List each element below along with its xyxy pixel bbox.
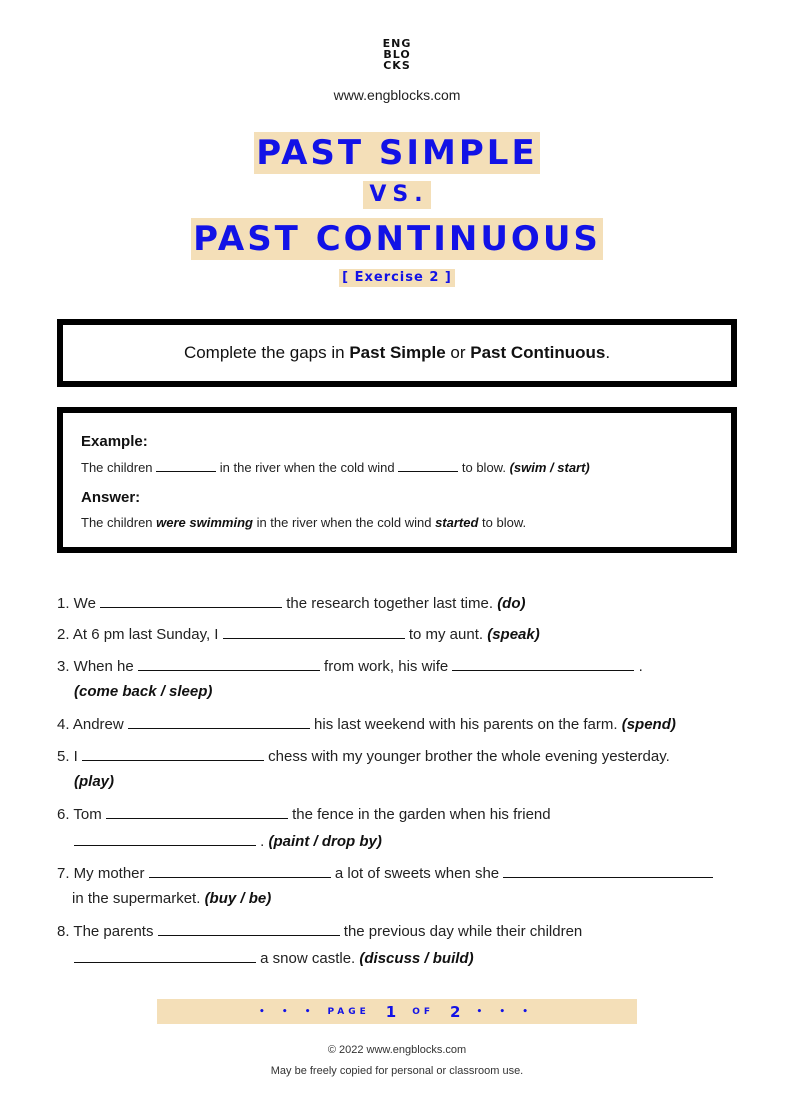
example-label: Example: — [81, 433, 148, 450]
instruction-text — [184, 343, 610, 363]
pager-of-word: OF — [412, 1006, 435, 1017]
question-7 — [57, 863, 713, 882]
q3-part-a: 3. When he — [57, 658, 138, 675]
q5-hint: (play) — [74, 773, 115, 790]
q8-part-c: a snow castle. — [256, 950, 360, 967]
q7-part-c: in the supermarket. — [72, 890, 205, 907]
title-past-simple: PAST SIMPLE — [256, 133, 538, 173]
instruction-pre: Complete the gaps in — [183, 343, 350, 362]
logo-line-3: CKS — [383, 59, 411, 72]
q2-gap-1[interactable] — [223, 624, 405, 639]
question-6-line-2 — [74, 831, 382, 850]
example-part-3: to blow. — [458, 460, 510, 475]
pager-total-pages: 2 — [450, 1002, 461, 1021]
question-5-hint-line — [74, 773, 114, 790]
q4-part-b: his last weekend with his parents on the farm. — [309, 716, 622, 733]
example-gap-1 — [156, 459, 216, 472]
q1-part-a: 1. We — [57, 595, 101, 612]
q3-part-b: from work, his wife — [319, 658, 453, 675]
q6-hint: (paint / drop by) — [268, 833, 382, 850]
q5-part-a: 5. I — [57, 748, 83, 765]
example-sentence — [81, 459, 590, 475]
question-4 — [57, 714, 676, 733]
license-note: May be freely copied for personal or classroom use. — [270, 1065, 524, 1077]
q7-part-b: a lot of sweets when she — [330, 865, 504, 882]
q8-part-a: 8. The parents — [57, 923, 158, 940]
question-5 — [57, 746, 670, 765]
instruction-mid: or — [445, 343, 471, 362]
instruction-post: . — [605, 343, 611, 362]
example-hint: (swim / start) — [509, 460, 590, 475]
q5-gap-1[interactable] — [82, 746, 264, 761]
question-3-hint-line — [74, 683, 212, 700]
q2-hint: (speak) — [487, 626, 540, 643]
example-box — [57, 407, 737, 553]
engblocks-logo — [0, 38, 794, 71]
q8-part-b: the previous day while their children — [339, 923, 583, 940]
title-line-2-wrap — [0, 181, 794, 209]
exercise-label-wrap — [0, 268, 794, 287]
q2-part-b: to my aunt. — [404, 626, 488, 643]
q3-hint: (come back / sleep) — [74, 683, 213, 700]
q4-part-a: 4. Andrew — [57, 716, 128, 733]
question-6 — [57, 804, 551, 823]
q6-gap-1[interactable] — [106, 804, 288, 819]
q8-gap-1[interactable] — [158, 921, 340, 936]
title-line-1-wrap — [0, 132, 794, 174]
q1-part-b: the research together last time. — [282, 595, 498, 612]
question-2 — [57, 624, 540, 643]
q6-part-c: . — [256, 833, 269, 850]
pager-page-word: PAGE — [327, 1006, 370, 1017]
pager-current-page: 1 — [385, 1002, 397, 1021]
example-part-2: in the river when the cold wind — [216, 460, 399, 475]
pager-dots-right: • • • — [476, 1006, 536, 1017]
copyright: © 2022 www.engblocks.com — [327, 1044, 467, 1056]
q7-gap-1[interactable] — [149, 863, 331, 878]
question-8 — [57, 921, 582, 940]
question-3 — [57, 656, 643, 675]
answer-were-swimming: were swimming — [156, 515, 253, 530]
question-1 — [57, 593, 526, 612]
logo-line-1: ENG — [382, 37, 412, 50]
q6-gap-2[interactable] — [74, 831, 256, 846]
answer-part-1: The children — [81, 515, 157, 530]
title-line-3-wrap — [0, 218, 794, 260]
answer-sentence — [81, 515, 526, 530]
q8-gap-2[interactable] — [74, 948, 256, 963]
instruction-box — [57, 319, 737, 387]
q6-part-a: 6. Tom — [57, 806, 106, 823]
exercise-label: [ Exercise 2 ] — [339, 269, 455, 287]
site-url[interactable]: www.engblocks.com — [333, 87, 461, 103]
q6-part-b: the fence in the garden when his friend — [287, 806, 551, 823]
q5-part-b: chess with my younger brother the whole evening yesterday. — [264, 748, 670, 765]
logo-line-2: BLO — [383, 48, 411, 61]
example-part-1: The children — [81, 460, 157, 475]
title-vs: VS. — [363, 181, 430, 209]
question-7-line-2 — [72, 890, 271, 907]
instruction-past-simple: Past Simple — [349, 343, 446, 362]
question-8-line-2 — [74, 948, 474, 967]
pager-dots-left: • • • — [258, 1006, 318, 1017]
q3-gap-2[interactable] — [452, 656, 634, 671]
q8-hint: (discuss / build) — [359, 950, 474, 967]
answer-part-5: to blow. — [478, 515, 527, 530]
example-gap-2 — [398, 459, 458, 472]
q4-gap-1[interactable] — [128, 714, 310, 729]
q7-part-a: 7. My mother — [57, 865, 149, 882]
title-past-continuous: PAST CONTINUOUS — [193, 219, 601, 259]
answer-part-3: in the river when the cold wind — [252, 515, 436, 530]
q7-gap-2[interactable] — [503, 863, 713, 878]
answer-started: started — [435, 515, 479, 530]
answer-label: Answer: — [81, 489, 141, 506]
page-indicator — [157, 999, 637, 1024]
q1-gap-1[interactable] — [100, 593, 282, 608]
q4-hint: (spend) — [621, 716, 676, 733]
instruction-past-continuous: Past Continuous — [470, 343, 606, 362]
q3-part-c: . — [634, 658, 643, 675]
q3-gap-1[interactable] — [138, 656, 320, 671]
q2-part-a: 2. At 6 pm last Sunday, I — [57, 626, 223, 643]
q1-hint: (do) — [497, 595, 526, 612]
q7-hint: (buy / be) — [204, 890, 272, 907]
